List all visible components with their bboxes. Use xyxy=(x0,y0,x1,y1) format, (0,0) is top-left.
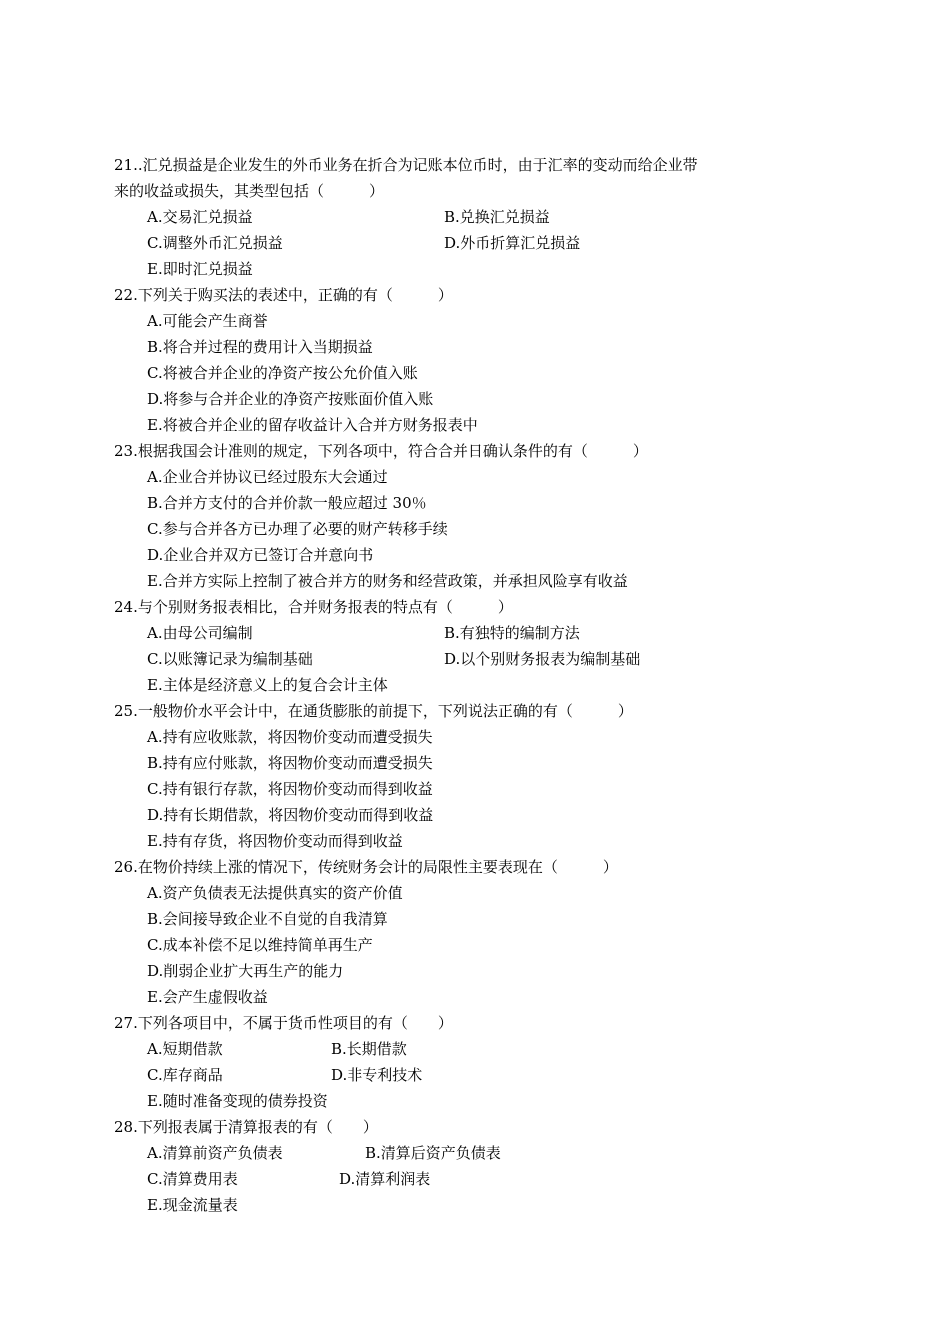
question-27: 27.下列各项目中，不属于货币性项目的有（ ） xyxy=(114,1014,453,1032)
option-26-e: E.会产生虚假收益 xyxy=(147,988,268,1006)
option-26-c: C.成本补偿不足以维持简单再生产 xyxy=(147,936,373,954)
option-28-d: D.清算利润表 xyxy=(339,1170,431,1188)
option-26-a: A.资产负债表无法提供真实的资产价值 xyxy=(147,884,403,902)
option-23-b: B.合并方支付的合并价款一般应超过 30％ xyxy=(147,494,427,512)
question-28: 28.下列报表属于清算报表的有（ ） xyxy=(114,1118,378,1136)
question-21-line-1: 21..汇兑损益是企业发生的外币业务在折合为记账本位币时，由于汇率的变动而给企业带 xyxy=(114,156,698,174)
option-24-e: E.主体是经济意义上的复合会计主体 xyxy=(147,676,388,694)
option-23-e: E.合并方实际上控制了被合并方的财务和经营政策，并承担风险享有收益 xyxy=(147,572,628,590)
question-25: 25.一般物价水平会计中，在通货膨胀的前提下，下列说法正确的有（ ） xyxy=(114,702,633,720)
question-24: 24.与个别财务报表相比，合并财务报表的特点有（ ） xyxy=(114,598,513,616)
option-21-d: D.外币折算汇兑损益 xyxy=(444,234,581,252)
option-27-d: D.非专利技术 xyxy=(331,1066,423,1084)
option-24-c: C.以账簿记录为编制基础 xyxy=(147,650,313,668)
option-26-b: B.会间接导致企业不自觉的自我清算 xyxy=(147,910,388,928)
option-21-c: C.调整外币汇兑损益 xyxy=(147,234,283,252)
option-25-a: A.持有应收账款，将因物价变动而遭受损失 xyxy=(147,728,433,746)
question-22: 22.下列关于购买法的表述中，正确的有（ ） xyxy=(114,286,453,304)
option-27-b: B.长期借款 xyxy=(331,1040,407,1058)
option-21-a: A.交易汇兑损益 xyxy=(147,208,253,226)
option-23-c: C.参与合并各方已办理了必要的财产转移手续 xyxy=(147,520,448,538)
option-24-b: B.有独特的编制方法 xyxy=(444,624,580,642)
option-22-e: E.将被合并企业的留存收益计入合并方财务报表中 xyxy=(147,416,478,434)
option-25-e: E.持有存货，将因物价变动而得到收益 xyxy=(147,832,403,850)
option-27-a: A.短期借款 xyxy=(147,1040,223,1058)
option-26-d: D.削弱企业扩大再生产的能力 xyxy=(147,962,344,980)
option-24-d: D.以个别财务报表为编制基础 xyxy=(444,650,641,668)
question-21-line-2: 来的收益或损失，其类型包括（ ） xyxy=(114,182,385,200)
option-25-b: B.持有应付账款，将因物价变动而遭受损失 xyxy=(147,754,433,772)
option-22-a: A.可能会产生商誉 xyxy=(147,312,268,330)
option-28-e: E.现金流量表 xyxy=(147,1196,238,1214)
option-22-c: C.将被合并企业的净资产按公允价值入账 xyxy=(147,364,418,382)
option-25-d: D.持有长期借款，将因物价变动而得到收益 xyxy=(147,806,434,824)
question-23: 23.根据我国会计准则的规定，下列各项中，符合合并日确认条件的有（ ） xyxy=(114,442,648,460)
option-22-d: D.将参与合并企业的净资产按账面价值入账 xyxy=(147,390,434,408)
option-21-b: B.兑换汇兑损益 xyxy=(444,208,550,226)
option-27-c: C.库存商品 xyxy=(147,1066,223,1084)
option-28-a: A.清算前资产负债表 xyxy=(147,1144,283,1162)
option-27-e: E.随时准备变现的债券投资 xyxy=(147,1092,328,1110)
option-22-b: B.将合并过程的费用计入当期损益 xyxy=(147,338,373,356)
option-24-a: A.由母公司编制 xyxy=(147,624,253,642)
option-28-b: B.清算后资产负债表 xyxy=(365,1144,501,1162)
question-26: 26.在物价持续上涨的情况下，传统财务会计的局限性主要表现在（ ） xyxy=(114,858,618,876)
option-23-a: A.企业合并协议已经过股东大会通过 xyxy=(147,468,388,486)
option-28-c: C.清算费用表 xyxy=(147,1170,238,1188)
option-25-c: C.持有银行存款，将因物价变动而得到收益 xyxy=(147,780,433,798)
option-21-e: E.即时汇兑损益 xyxy=(147,260,253,278)
option-23-d: D.企业合并双方已签订合并意向书 xyxy=(147,546,374,564)
